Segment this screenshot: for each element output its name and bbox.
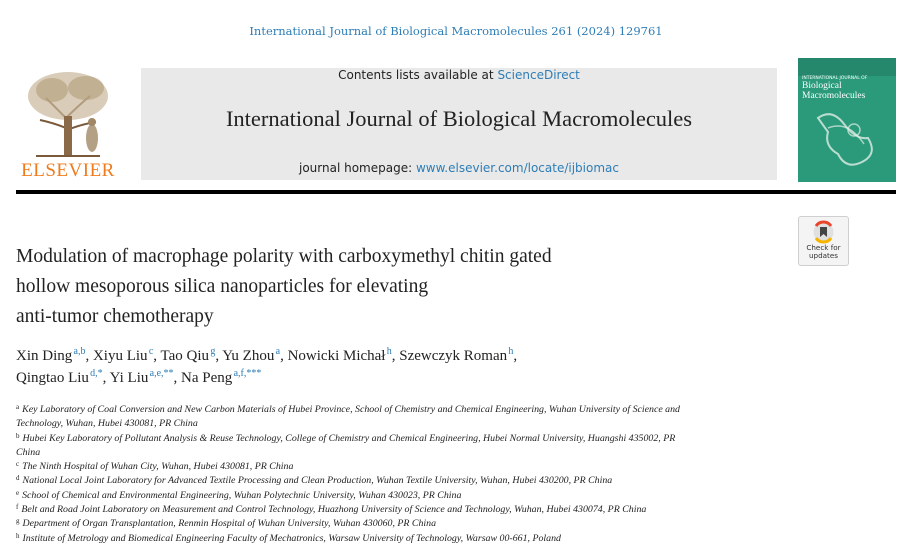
affiliation-text: Belt and Road Joint Laboratory on Measurement and Control Technology, Huazhong University of Science and Technology, Wuhan, Hubei 430074, PR China [21,504,647,516]
affiliation-text: Hubei Key Laboratory of Pollutant Analysis & Reuse Technology, College of Chemistry and Chemical Engineering, Hubei Normal University, Huangshi 435002, PR [22,432,676,444]
affiliation-key: b [16,431,20,440]
author-affiliation-mark[interactable]: a [275,346,281,357]
affiliation-item [16,532,896,546]
affiliation-key: e [16,488,20,497]
affiliation-item [16,503,896,517]
affiliation-text: The Ninth Hospital of Wuhan City, Wuhan, Hubei 430081, PR China [22,461,294,473]
author-affiliation-mark[interactable]: h [508,346,514,357]
affiliation-item [16,460,896,474]
author-name[interactable]: Qingtao Liu [16,370,89,386]
author-line-1: Xin Ding $^{a,b}$, Xiyu Liu $^c$, Tao Qiu $^g$, Yu Zhou $^a$, Nowicki Michał $^h$, Szewczyk Roman $^h$, [16,346,518,364]
affiliation-list [16,403,896,546]
journal-cover-small-text: INTERNATIONAL JOURNAL OF [802,76,868,81]
check-for-updates-label [798,244,849,260]
author-affiliation-mark[interactable]: h [386,346,392,357]
journal-citation: International Journal of Biological Macromolecules 261 (2024) 129761 [249,24,663,38]
contents-prefix: Contents lists available at [338,68,498,82]
affiliation-text: National Local Joint Laboratory for Advanced Textile Processing and Clean Production, Wuhan Textile University, Wuhan, Hubei 430200, PR China [22,475,613,487]
article-title-line1: Modulation of macrophage polarity with carboxymethyl chitin gated [16,246,552,267]
contents-available-line [141,68,777,82]
author-affiliation-mark[interactable]: g [210,346,216,357]
header-divider [16,190,896,194]
journal-title: International Journal of Biological Macromolecules [225,106,693,131]
sciencedirect-link[interactable]: ScienceDirect [497,68,580,82]
affiliation-key: d [16,474,20,483]
author-name[interactable]: Xiyu Liu [92,348,148,364]
journal-homepage-link[interactable]: www.elsevier.com/locate/ijbiomac [415,161,619,175]
elsevier-tree-logo [16,68,120,160]
journal-cover-title [802,81,894,101]
affiliation-key: c [16,460,20,469]
affiliation-text: Institute of Metrology and Biomedical Engineering Faculty of Mechatronics, Warsaw University of Technology, Warsaw 00-661, Poland [22,532,561,544]
author-list [16,345,886,389]
affiliation-continuation: China [16,446,41,458]
journal-cover-header [798,58,896,76]
author-affiliation-mark[interactable]: a,b [73,346,86,357]
affiliation-item [16,517,896,531]
affiliation-key: h [16,531,20,540]
check-for-updates-line1: Check for [806,243,841,252]
journal-cover-title-line2: Macromolecules [802,91,866,101]
author-affiliation-mark[interactable]: a,f,*** [233,368,262,379]
author-name[interactable]: Xin Ding [16,348,73,364]
author-affiliation-mark[interactable]: d,* [90,368,103,379]
affiliation-text: Department of Organ Transplantation, Renmin Hospital of Wuhan University, Wuhan 430060, PR China [22,518,437,530]
author-name[interactable]: Yu Zhou [222,348,275,364]
homepage-prefix: journal homepage: [299,161,416,175]
check-for-updates-line2: updates [808,251,839,260]
affiliation-item [16,432,896,446]
affiliation-text: Key Laboratory of Coal Conversion and New Carbon Materials of Hubei Province, School of Chemistry and Chemical Engineering, Wuhan University of Science and [22,404,680,415]
author-name[interactable]: Nowicki Michał [287,348,386,364]
affiliation-continuation: Technology, Wuhan, Hubei 430081, PR China [16,418,198,430]
author-name[interactable]: Szewczyk Roman [399,348,508,364]
affiliation-key: g [16,517,20,526]
author-affiliation-mark[interactable]: c [148,346,154,357]
author-name[interactable]: Tao Qiu [160,348,210,364]
journal-cover-title-line1: Biological [802,81,842,91]
affiliation-text: School of Chemical and Environmental Engineering, Wuhan Polytechnic University, Wuhan 430023, PR China [22,489,462,501]
article-title-line2: hollow mesoporous silica nanoparticles for elevating [16,276,429,297]
author-name[interactable]: Yi Liu [109,370,149,386]
affiliation-key: f [16,503,19,512]
affiliation-item [16,403,896,417]
author-line-2: Qingtao Liu $^{d,*}$, Yi Liu $^{a,e,**}$, Na Peng $^{a,f,***}$ [16,368,262,386]
author-name[interactable]: Na Peng [181,370,233,386]
affiliation-item [16,474,896,488]
affiliation-item [16,489,896,503]
author-affiliation-mark[interactable]: a,e,** [149,368,174,379]
journal-homepage-line [141,161,777,175]
article-title [16,242,776,332]
elsevier-wordmark: ELSEVIER [21,160,115,181]
affiliation-key: a [16,403,20,411]
article-title-line3: anti-tumor chemotherapy [16,306,214,327]
